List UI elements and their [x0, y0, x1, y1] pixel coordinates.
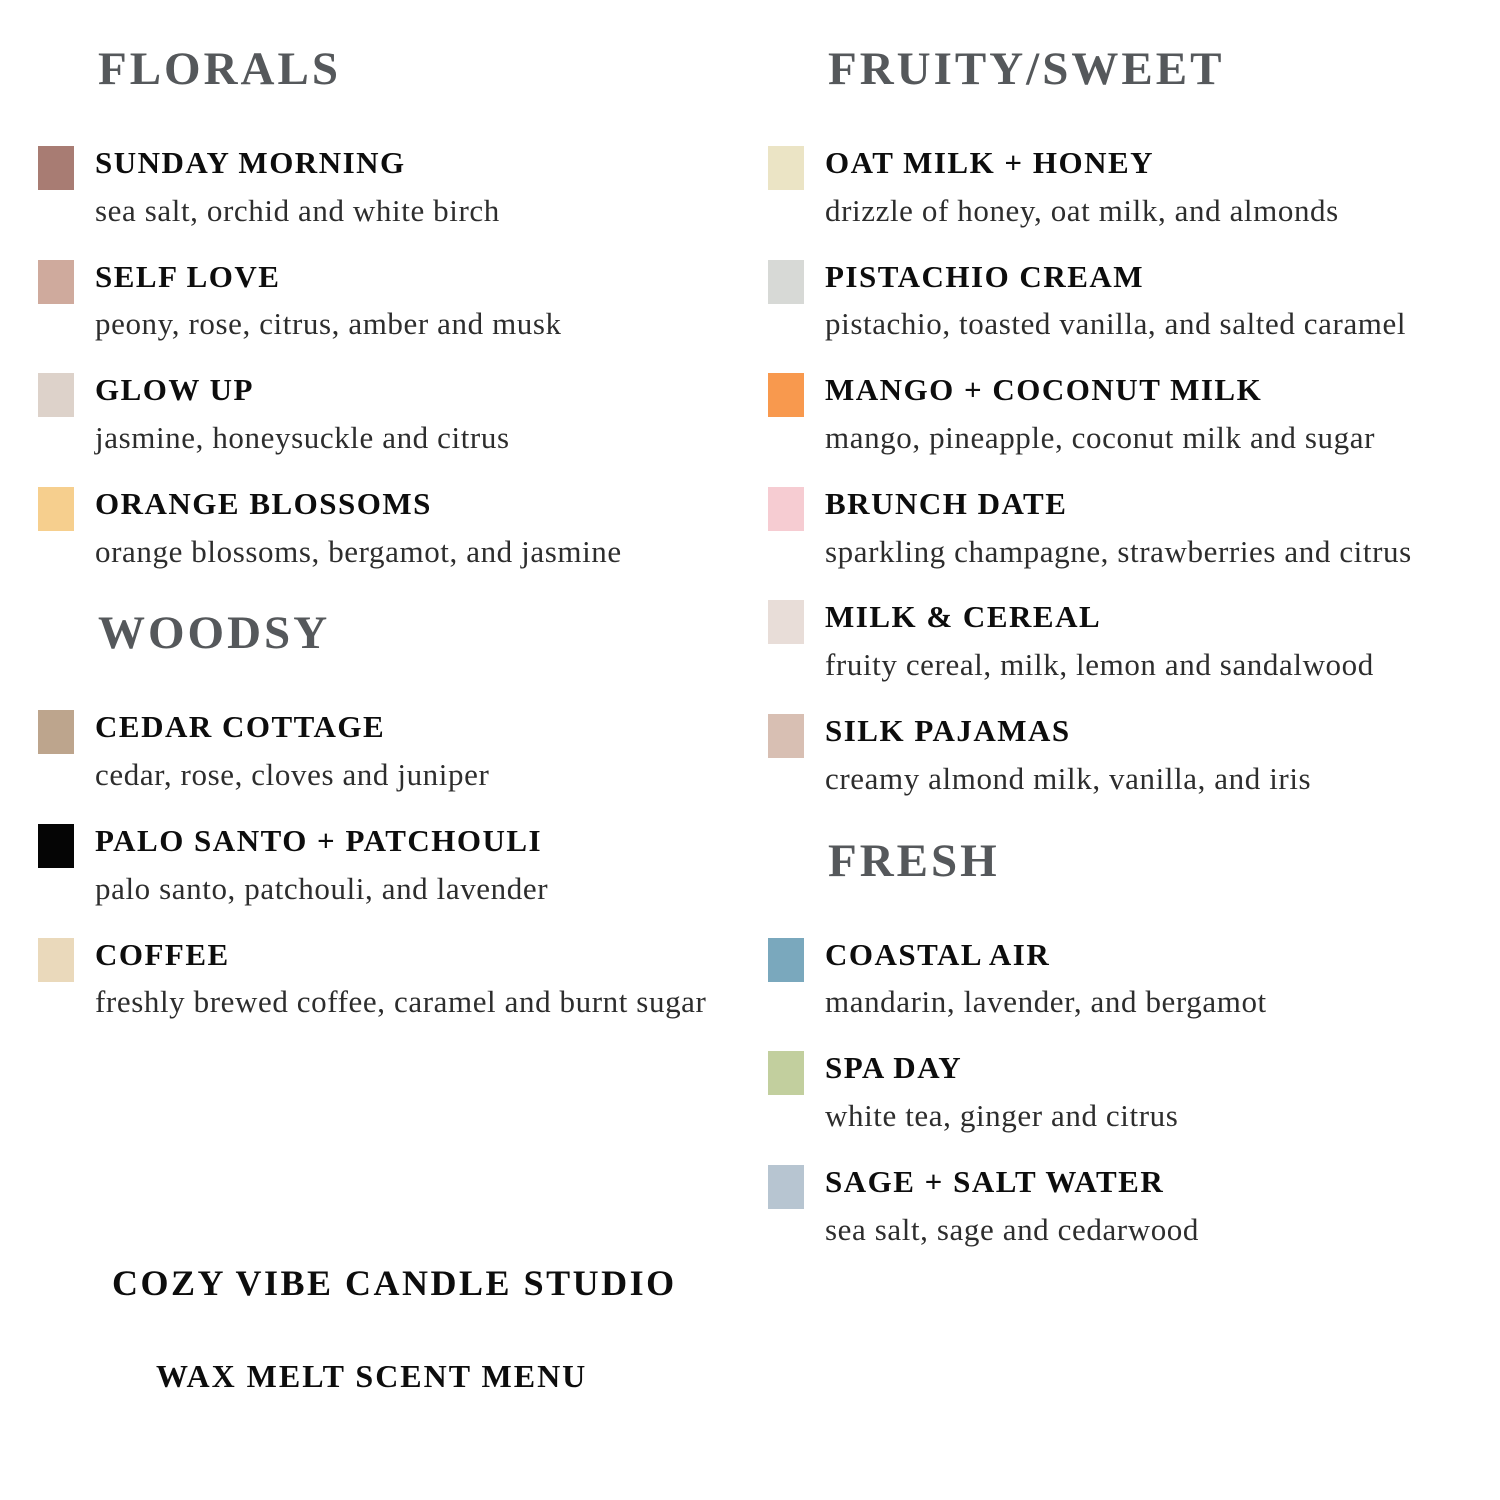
scent-description: sea salt, orchid and white birch: [95, 192, 500, 228]
scent-color-swatch: [768, 1165, 804, 1209]
scent-name: CEDAR COTTAGE: [95, 709, 386, 745]
scent-color-swatch: [38, 824, 74, 868]
scent-description: cedar, rose, cloves and juniper: [95, 757, 490, 793]
scent-description: creamy almond milk, vanilla, and iris: [825, 760, 1312, 796]
scent-description: freshly brewed coffee, caramel and burnt sugar: [95, 984, 707, 1020]
section-title-fruity-sweet: FRUITY/SWEET: [828, 43, 1225, 95]
scent-color-swatch: [768, 373, 804, 417]
scent-color-swatch: [768, 487, 804, 531]
scent-item: [38, 822, 728, 910]
scent-description: palo santo, patchouli, and lavender: [95, 870, 549, 906]
scent-name: MILK & CEREAL: [825, 599, 1102, 635]
scent-text: [825, 371, 1375, 459]
scent-description: jasmine, honeysuckle and citrus: [95, 419, 510, 455]
scent-color-swatch: [768, 260, 804, 304]
scent-name: SUNDAY MORNING: [95, 145, 406, 181]
scent-text: [95, 822, 548, 910]
scent-text: [95, 371, 510, 459]
scent-text: [95, 144, 500, 232]
scent-item: [768, 598, 1488, 686]
scent-item: [768, 371, 1488, 459]
scent-color-swatch: [38, 710, 74, 754]
scent-name: COASTAL AIR: [825, 936, 1051, 972]
right-column: [768, 42, 1488, 1276]
scent-description: mandarin, lavender, and bergamot: [825, 984, 1267, 1020]
scent-text: [825, 1163, 1199, 1251]
scent-description: peony, rose, citrus, amber and musk: [95, 306, 562, 342]
scent-description: white tea, ginger and citrus: [825, 1098, 1179, 1133]
scent-text: [95, 708, 489, 796]
scent-color-swatch: [768, 146, 804, 190]
scent-name: SELF LOVE: [95, 258, 281, 294]
menu-title: WAX MELT SCENT MENU: [156, 1358, 588, 1394]
scent-description: fruity cereal, milk, lemon and sandalwood: [825, 647, 1374, 683]
scent-item: [38, 144, 728, 232]
scent-text: [825, 258, 1406, 346]
scent-color-swatch: [768, 714, 804, 758]
scent-name: GLOW UP: [95, 372, 254, 408]
scent-item: [38, 258, 728, 346]
scent-item: [768, 1049, 1488, 1137]
scent-item: [768, 258, 1488, 346]
scent-text: [825, 485, 1412, 573]
section-title-fresh: FRESH: [828, 834, 1000, 887]
scent-text: [825, 712, 1311, 800]
scent-color-swatch: [38, 938, 74, 982]
scent-name: PALO SANTO + PATCHOULI: [95, 823, 543, 859]
scent-item: [768, 144, 1488, 232]
scent-text: [95, 936, 706, 1024]
scent-description: orange blossoms, bergamot, and jasmine: [95, 533, 622, 569]
scent-description: sparkling champagne, strawberries and citrus: [825, 533, 1412, 569]
scent-item: [38, 485, 728, 573]
studio-name: COZY VIBE CANDLE STUDIO: [112, 1263, 677, 1303]
scent-item: [768, 1163, 1488, 1251]
section-title-florals: FLORALS: [98, 43, 341, 95]
scent-description: drizzle of honey, oat milk, and almonds: [825, 192, 1339, 228]
scent-name: SILK PAJAMAS: [825, 713, 1071, 749]
scent-name: BRUNCH DATE: [825, 485, 1068, 521]
scent-color-swatch: [768, 1051, 804, 1095]
scent-text: [825, 598, 1374, 686]
scent-color-swatch: [38, 373, 74, 417]
scent-text: [825, 1049, 1178, 1137]
scent-name: MANGO + COCONUT MILK: [825, 372, 1263, 408]
scent-item: [768, 712, 1488, 800]
left-column: [38, 42, 728, 1049]
scent-name: COFFEE: [95, 936, 230, 972]
scent-color-swatch: [38, 260, 74, 304]
scent-name: ORANGE BLOSSOMS: [95, 485, 432, 521]
section-title-woodsy: WOODSY: [98, 607, 331, 660]
scent-text: [825, 144, 1339, 232]
scent-item: [38, 371, 728, 459]
scent-name: OAT MILK + HONEY: [825, 145, 1155, 181]
scent-item: [768, 485, 1488, 573]
scent-name: PISTACHIO CREAM: [825, 258, 1145, 294]
scent-description: sea salt, sage and cedarwood: [825, 1211, 1200, 1247]
scent-name: SPA DAY: [825, 1050, 963, 1086]
scent-color-swatch: [38, 487, 74, 531]
scent-color-swatch: [768, 600, 804, 644]
scent-name: SAGE + SALT WATER: [825, 1163, 1165, 1199]
scent-item: [38, 708, 728, 796]
scent-text: [95, 258, 562, 346]
scent-color-swatch: [38, 146, 74, 190]
scent-item: [38, 936, 728, 1024]
scent-color-swatch: [768, 938, 804, 982]
scent-description: pistachio, toasted vanilla, and salted caramel: [825, 306, 1407, 342]
scent-description: mango, pineapple, coconut milk and sugar: [825, 419, 1376, 455]
scent-item: [768, 936, 1488, 1024]
scent-text: [825, 936, 1267, 1024]
scent-text: [95, 485, 622, 573]
